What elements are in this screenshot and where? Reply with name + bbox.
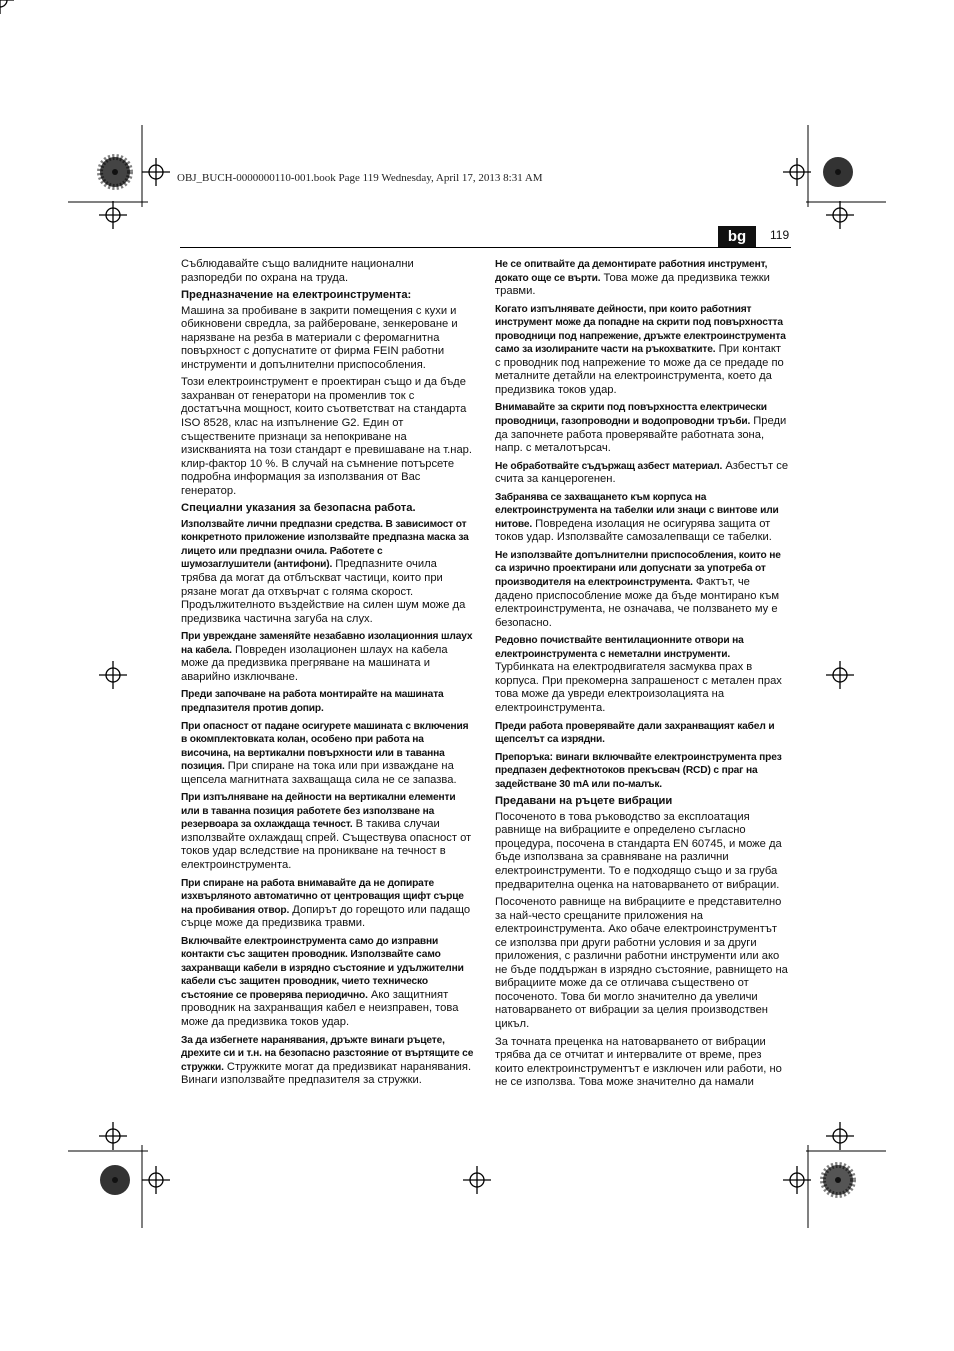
warning-bold: Внимавайте за скрити под повърхността електрически проводници, газопроводни и водопроводни тръби. xyxy=(495,402,767,428)
warning-item xyxy=(495,401,789,455)
section-heading: Предавани на ръцете вибрации xyxy=(495,795,673,808)
paragraph: Машина за пробиване в закрити помещения с кухи и обикновени свредла, за райбероване, зенкероване и нарязване на резба в материали с феромагнитна повърхност с допуснатите от фирма FEIN работни инструменти и допълнителни приспособления. xyxy=(181,304,458,371)
warning-item xyxy=(495,303,789,398)
warning-bold: Включвайте електроинструмента само до изправни контакти със защитен проводник. Използвайте само захранващи кабели в изрядно състояние и удължителни кабели със защитен проводник, чието техническо състояние се проверява периодично. xyxy=(181,935,464,1001)
warning-bold: При увреждане заменяйте незабавно изолационния шлаух на кабела. xyxy=(181,631,473,656)
warning-text: Допирът до горещото или падащо сърце може да предизвика травми. xyxy=(181,903,471,930)
warning-bold: При изпълняване на дейности на вертикални елементи или в таванна позиция работете без използване на резервоара за охлаждаща течност. xyxy=(181,792,456,831)
section-heading: Специални указания за безопасна работа. xyxy=(181,502,416,515)
warning-item xyxy=(181,518,475,626)
warning-item xyxy=(181,935,475,1030)
file-info-line: OBJ_BUCH-0000000110-001.book Page 119 Wednesday, April 17, 2013 8:31 AM xyxy=(177,172,543,184)
warning-text: Това може да предизвика тежки травми. xyxy=(495,271,770,298)
warning-bold: Преди започване на работа монтирайте на машината предпазителя против допир. xyxy=(181,689,444,714)
warning-item xyxy=(181,877,475,931)
warning-item xyxy=(495,549,789,630)
warning-bold: Не се опитвайте да демонтирате работния инструмент, докато още се върти. xyxy=(495,259,768,284)
warning-bold: Не обработвайте съдържащ азбест материал. xyxy=(495,460,723,472)
warning-text: В такива случаи използвайте охлаждащ спрей. Съществува опасност от токов удар вследствие на проникване на течност в електроинструмента. xyxy=(181,818,472,871)
warning-item xyxy=(495,491,789,545)
warning-bold: Преди работа проверявайте дали захранващият кабел и щепселът са изрядни. xyxy=(495,720,775,746)
warning-item xyxy=(495,751,789,792)
warning-item xyxy=(495,720,789,747)
warning-text: Турбинката на електродвигателя засмуква прах в корпуса. При прекомерна запрашеност с метален прах това може да увреди електроизолацията на електроинструмента. xyxy=(495,661,782,714)
warning-item xyxy=(181,791,475,872)
warning-item xyxy=(181,1034,475,1088)
warning-bold: Редовно почиствайте вентилационните отвори на електроинструмента с неметални инструменти. xyxy=(495,635,744,660)
warning-text: Ако защитният проводник на захранващия кабел е неизправен, това може да предизвика токов удар. xyxy=(181,988,459,1028)
section-heading: Предназначение на електроинструмента: xyxy=(181,289,412,302)
warning-bold: Не използвайте допълнителни приспособления, които не са изрично проектирани или допуснати за употреба от производителя на електроинструмента. xyxy=(495,549,781,589)
warning-bold: Използвайте лични предпазни средства. В зависимост от конкретното приложение използвайте предпазна маска за лицето или предпазни очила. Работете с шумозаглушители (антифони). xyxy=(181,518,469,571)
warning-item xyxy=(181,688,475,715)
paragraph: Посоченото в това ръководство за експлоатация равнище на вибрациите е определено съгласно процедура, посочена в стандарта EN 60745, и може да бъде използвана за сравняване на различни електроинструменти. То е подходящо също и за груба предварителна оценка на натоварването от вибрации. xyxy=(495,810,782,891)
header-rule xyxy=(180,247,791,248)
warning-bold: Препоръка: винаги включвайте електроинструмента през предпазен дефектнотоков прекъсвач (RCD) с праг на задействане 30 mA или по-малък. xyxy=(495,751,782,790)
warning-item xyxy=(495,258,789,299)
warning-item xyxy=(495,634,789,715)
right-column xyxy=(495,258,789,1094)
warning-bold: Забранява се захващането към корпуса на електроинструмента на табелки или знаци с винтове или нитове. xyxy=(495,491,779,530)
intro-paragraph: Съблюдавайте също валидните национални разпоредби по охрана на труда. xyxy=(181,258,414,284)
warning-item xyxy=(181,630,475,684)
language-badge: bg xyxy=(718,226,756,248)
paragraph: Този електроинструмент е проектиран също и да бъде захранван от генератори на променлив ток с достатъчна мощност, които съответстват на стандарта ISO 8528, клас на изпълнение G2. Един от съществените признаци за непокриване на изискванията на този стандарт е превишаване на т.нар. клир-фактор 10 %. В случай на съмнение потърсете подробна информация за използвания от Вас генератор. xyxy=(181,376,473,497)
warning-text: Повредена изолация не осигурява защита от токов удар. Използвайте самозалепващи се табелки. xyxy=(495,517,772,544)
warning-text: Преди да започнете работа проверявайте работната зона, напр. с металотърсач. xyxy=(495,415,787,455)
warning-text: Азбестът се счита за канцерогенен. xyxy=(495,459,789,486)
warning-bold: При опасност от падане осигурете машината с включения в окомплектовката колан, особено при работа на височина, на вертикални повърхности или в таванна позиция. xyxy=(181,720,469,773)
warning-bold: Когато изпълнявате дейности, при които работният инструмент може да попадне на скрити под повърхността проводници под напрежение, дръжте електроинструмента само за изолираните части на ръкохватките. xyxy=(495,303,786,356)
warning-text: Стружките могат да предизвикат наранявания. Винаги използвайте предпазителя за стружки. xyxy=(181,1060,472,1087)
warning-bold: При спиране на работа внимавайте да не допирате изхвърляното автоматично от центроващия щифт сърце на пробивания отвор. xyxy=(181,877,464,916)
warning-text: Фактът, че дадено приспособление може да бъде монтирано към електроинструмента, не означава, че ползването му е безопасно. xyxy=(495,576,780,629)
crosshair-mark xyxy=(0,0,14,14)
page-number: 119 xyxy=(770,228,790,242)
paragraph: Посоченото равнище на вибрациите е представително за най-често срещаните приложения на електроинструмента. Ако обаче електроинструментът се използва при други работни условия и за други приложения, с различни работни инструменти или ако не бъде поддържан в изрядно състояние, равнището на вибрациите може да се отличава съществено от посоченото. Това би могло значително да увеличи натоварването от вибрации за целия производствен цикъл. xyxy=(495,896,788,1030)
paragraph: За точната преценка на натоварването от вибрации трябва да се отчитат и интервалите от време, през които електроинструментът е изключен или работи, но не се използва. Това може значително да намали xyxy=(495,1035,782,1089)
warning-text: Повреден изолационен шлаух на кабела може да предизвика прегряване на машината и аварийно изключване. xyxy=(181,643,448,683)
warning-text: При спиране на тока или при изваждане на щепсела магнитната захващаща сила не се запазва. xyxy=(181,760,457,786)
warning-item xyxy=(181,720,475,788)
warning-text: При контакт с проводник под напрежение то може да се предаде по металните детайли на електроинструмента, което да предизвика токов удар. xyxy=(495,343,784,396)
warning-bold: За да избегнете наранявания, дръжте винаги ръцете, дрехите си и т.н. на безопасно разстояние от въртящите се стружки. xyxy=(181,1034,474,1073)
warning-item xyxy=(495,460,789,487)
warning-text: Предпазните очила трябва да могат да отблъскват частици, които при рязане могат да отхвърчат с голяма скорост. Продължителното въздействие на силен шум може да предизвика частична загуба на слух. xyxy=(181,558,466,625)
left-column xyxy=(181,258,475,1092)
